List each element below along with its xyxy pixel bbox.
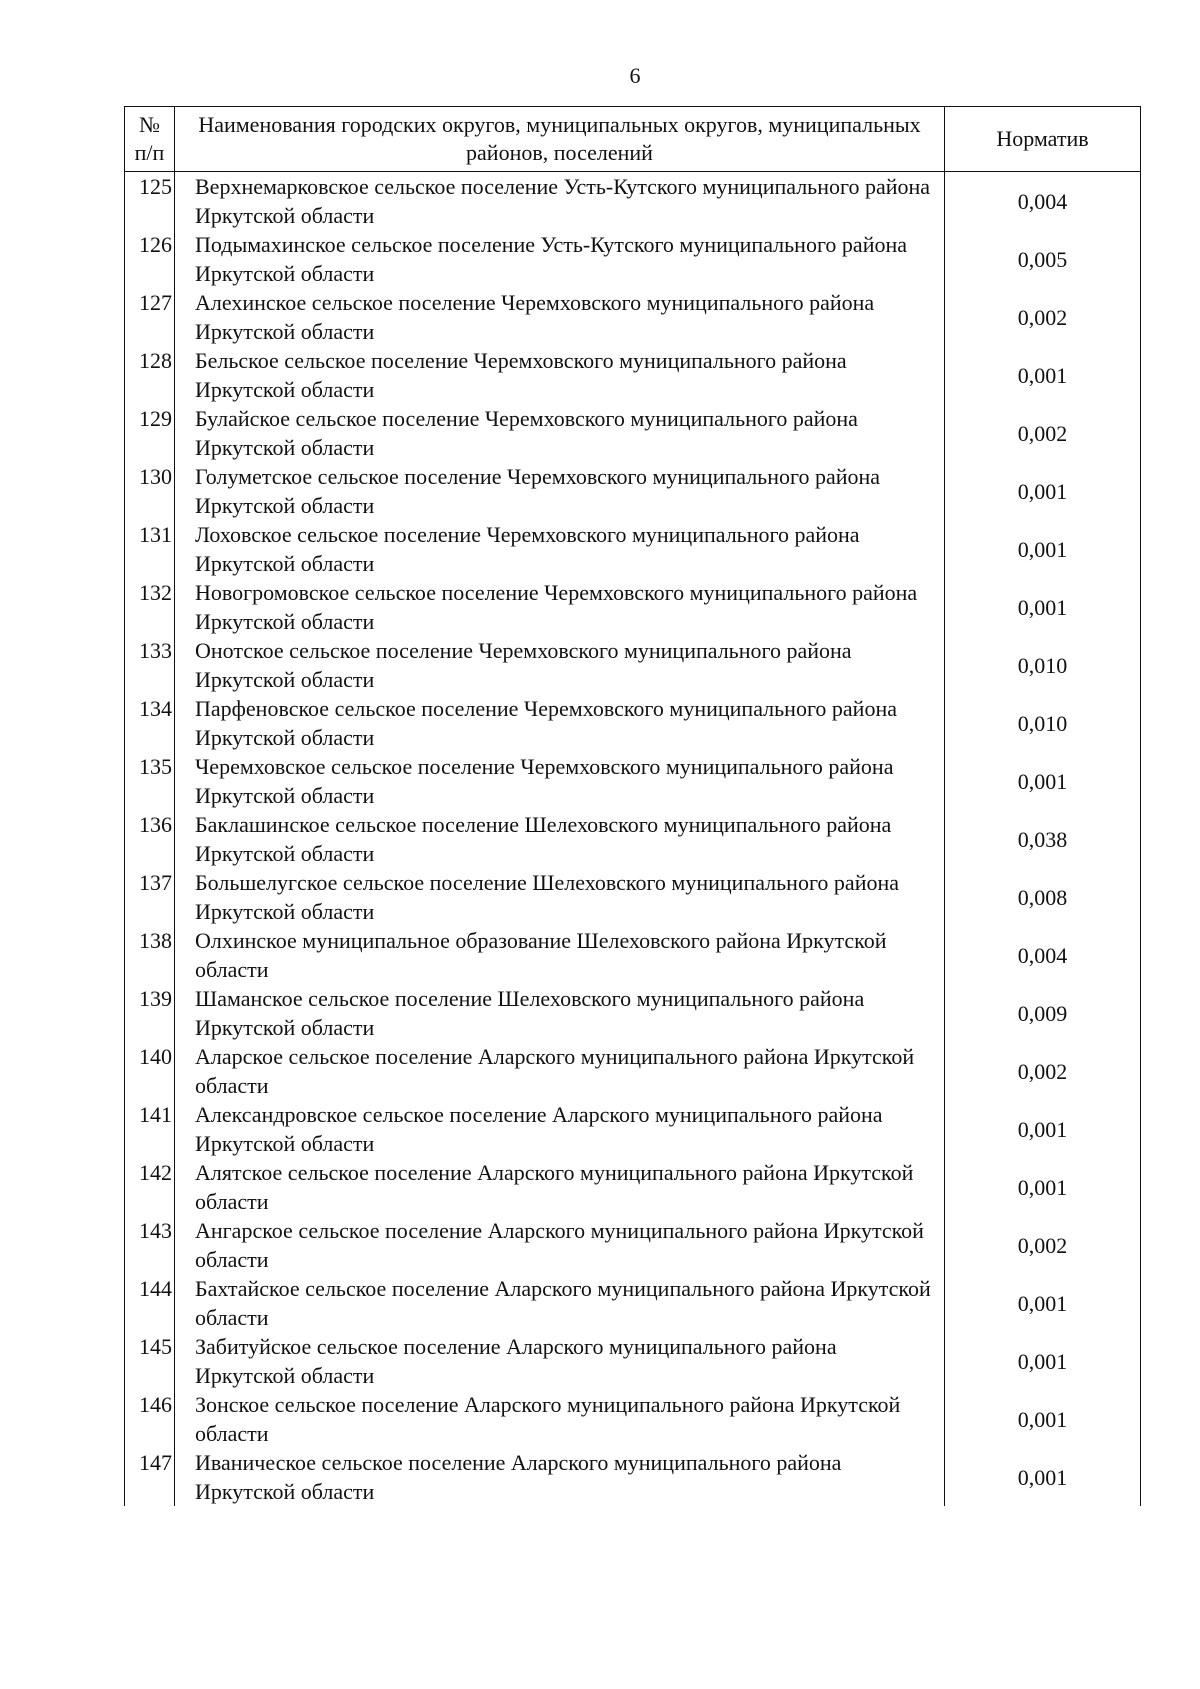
row-name: Алятское сельское поселение Аларского муниципального района Иркутской области (175, 1158, 945, 1216)
table-row (125, 1274, 1141, 1332)
row-normative: 0,001 (945, 1158, 1141, 1216)
row-number: 134 (125, 694, 175, 752)
row-number: 129 (125, 404, 175, 462)
row-number: 130 (125, 462, 175, 520)
row-normative: 0,008 (945, 868, 1141, 926)
table-row (125, 1216, 1141, 1274)
table-row (125, 462, 1141, 520)
table-row (125, 1390, 1141, 1448)
row-normative: 0,004 (945, 926, 1141, 984)
header-number: № п/п (125, 107, 175, 172)
row-number: 140 (125, 1042, 175, 1100)
row-normative: 0,004 (945, 172, 1141, 231)
table-row (125, 520, 1141, 578)
row-name: Большелугское сельское поселение Шелеховского муниципального района Иркутской области (175, 868, 945, 926)
row-number: 143 (125, 1216, 175, 1274)
row-number: 135 (125, 752, 175, 810)
row-number: 125 (125, 172, 175, 231)
row-number: 147 (125, 1448, 175, 1506)
row-name: Олхинское муниципальное образование Шелеховского района Иркутской области (175, 926, 945, 984)
row-name: Парфеновское сельское поселение Черемховского муниципального района Иркутской области (175, 694, 945, 752)
row-normative: 0,001 (945, 752, 1141, 810)
row-normative: 0,001 (945, 1448, 1141, 1506)
row-name: Верхнемарковское сельское поселение Усть-Кутского муниципального района Иркутской области (175, 172, 945, 231)
table-row (125, 926, 1141, 984)
row-name: Шаманское сельское поселение Шелеховского муниципального района Иркутской области (175, 984, 945, 1042)
row-number: 131 (125, 520, 175, 578)
table-row (125, 1158, 1141, 1216)
row-name: Голуметское сельское поселение Черемховского муниципального района Иркутской области (175, 462, 945, 520)
row-normative: 0,001 (945, 462, 1141, 520)
table-row (125, 984, 1141, 1042)
row-normative: 0,001 (945, 346, 1141, 404)
row-normative: 0,002 (945, 1042, 1141, 1100)
row-normative: 0,001 (945, 578, 1141, 636)
row-normative: 0,010 (945, 694, 1141, 752)
row-number: 144 (125, 1274, 175, 1332)
row-name: Александровское сельское поселение Аларского муниципального района Иркутской области (175, 1100, 945, 1158)
row-number: 137 (125, 868, 175, 926)
row-number: 146 (125, 1390, 175, 1448)
row-name: Онотское сельское поселение Черемховского муниципального района Иркутской области (175, 636, 945, 694)
row-number: 145 (125, 1332, 175, 1390)
row-normative: 0,002 (945, 288, 1141, 346)
row-number: 128 (125, 346, 175, 404)
table-row (125, 1100, 1141, 1158)
row-name: Ангарское сельское поселение Аларского муниципального района Иркутской области (175, 1216, 945, 1274)
row-name: Зонское сельское поселение Аларского муниципального района Иркутской области (175, 1390, 945, 1448)
row-number: 141 (125, 1100, 175, 1158)
row-name: Иваническое сельское поселение Аларского муниципального района Иркутской области (175, 1448, 945, 1506)
row-normative: 0,001 (945, 1274, 1141, 1332)
row-name: Булайское сельское поселение Черемховского муниципального района Иркутской области (175, 404, 945, 462)
row-normative: 0,001 (945, 1332, 1141, 1390)
row-name: Подымахинское сельское поселение Усть-Кутского муниципального района Иркутской области (175, 230, 945, 288)
table-header-row (125, 107, 1141, 172)
header-name: Наименования городских округов, муниципальных округов, муниципальных районов, поселений (175, 107, 945, 172)
row-name: Аларское сельское поселение Аларского муниципального района Иркутской области (175, 1042, 945, 1100)
row-name: Бахтайское сельское поселение Аларского муниципального района Иркутской области (175, 1274, 945, 1332)
row-normative: 0,001 (945, 1390, 1141, 1448)
row-normative: 0,009 (945, 984, 1141, 1042)
row-normative: 0,001 (945, 520, 1141, 578)
row-normative: 0,038 (945, 810, 1141, 868)
table-row (125, 404, 1141, 462)
row-number: 139 (125, 984, 175, 1042)
row-normative: 0,005 (945, 230, 1141, 288)
row-number: 132 (125, 578, 175, 636)
table-row (125, 868, 1141, 926)
table-row (125, 1042, 1141, 1100)
table-row (125, 230, 1141, 288)
table-row (125, 636, 1141, 694)
row-name: Баклашинское сельское поселение Шелеховского муниципального района Иркутской области (175, 810, 945, 868)
table-row (125, 288, 1141, 346)
page-number: 6 (629, 63, 641, 88)
row-number: 138 (125, 926, 175, 984)
row-normative: 0,002 (945, 1216, 1141, 1274)
row-number: 126 (125, 230, 175, 288)
row-name: Алехинское сельское поселение Черемховского муниципального района Иркутской области (175, 288, 945, 346)
row-normative: 0,010 (945, 636, 1141, 694)
row-name: Забитуйское сельское поселение Аларского муниципального района Иркутской области (175, 1332, 945, 1390)
row-name: Бельское сельское поселение Черемховского муниципального района Иркутской области (175, 346, 945, 404)
header-normative: Норматив (945, 107, 1141, 172)
row-normative: 0,002 (945, 404, 1141, 462)
row-name: Лоховское сельское поселение Черемховского муниципального района Иркутской области (175, 520, 945, 578)
table-row (125, 1448, 1141, 1506)
row-normative: 0,001 (945, 1100, 1141, 1158)
row-number: 136 (125, 810, 175, 868)
table-row (125, 694, 1141, 752)
row-number: 127 (125, 288, 175, 346)
row-name: Черемховское сельское поселение Черемховского муниципального района Иркутской области (175, 752, 945, 810)
table-row (125, 578, 1141, 636)
normative-table (124, 106, 1141, 1506)
table-row (125, 1332, 1141, 1390)
row-name: Новогромовское сельское поселение Черемховского муниципального района Иркутской области (175, 578, 945, 636)
table-row (125, 172, 1141, 231)
row-number: 133 (125, 636, 175, 694)
table-row (125, 810, 1141, 868)
row-number: 142 (125, 1158, 175, 1216)
table-row (125, 752, 1141, 810)
table-row (125, 346, 1141, 404)
